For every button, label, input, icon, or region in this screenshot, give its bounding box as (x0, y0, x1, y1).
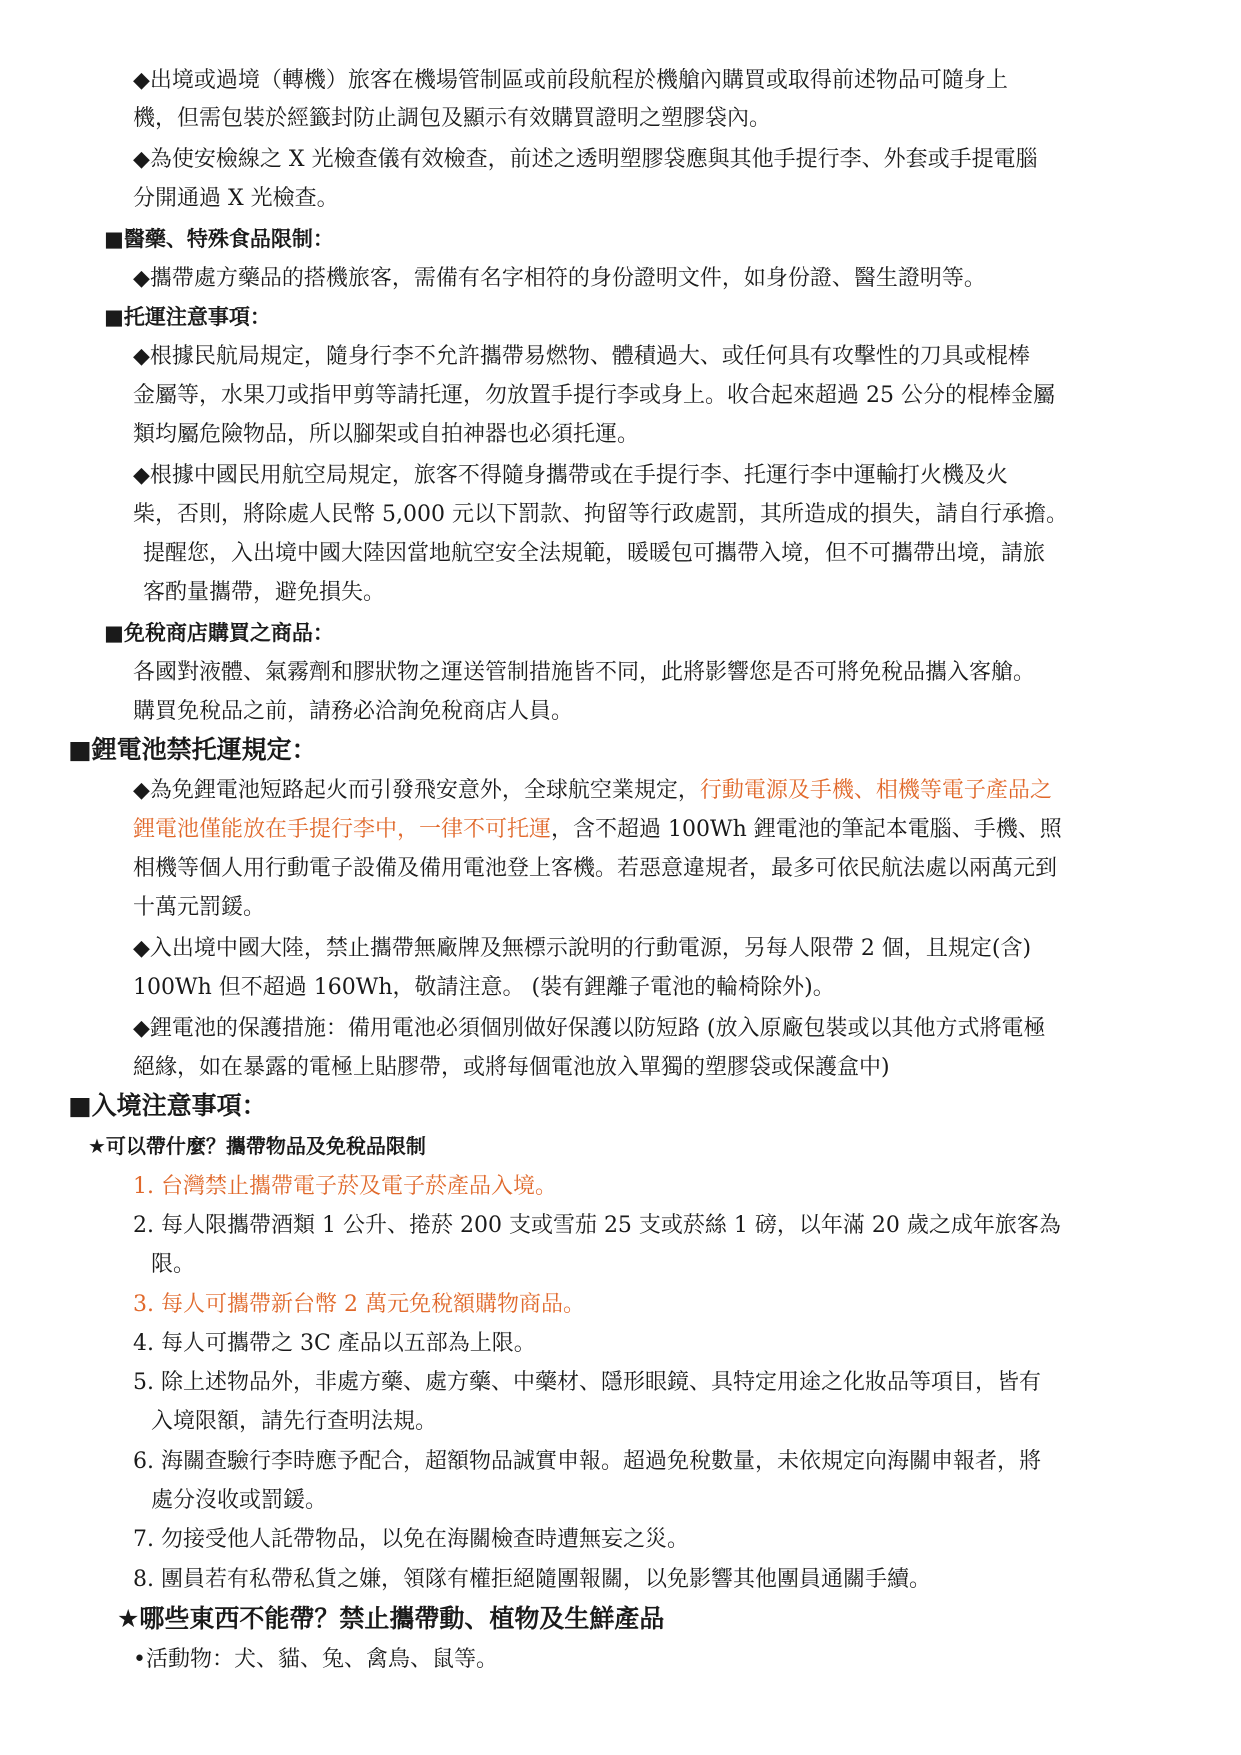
paragraph-line: 絕緣，如在暴露的電極上貼膠帶，或將每個電池放入單獨的塑膠袋或保護盒中) (133, 1055, 890, 1080)
paragraph-line: 金屬等，水果刀或指甲剪等請托運，勿放置手提行李或身上。收合起來超過 25 公分的棍棒金屬 (133, 383, 1055, 408)
paragraph-line: 十萬元罰鍰。 (133, 895, 266, 920)
paragraph-line: ◆入出境中國大陸，禁止攜帶無廠牌及無標示說明的行動電源，另每人限帶 2 個，且規定(含) (133, 936, 1032, 961)
paragraph-line: ◆鋰電池的保護措施：備用電池必須個別做好保護以防短路 (放入原廠包裝或以其他方式將電極 (133, 1016, 1046, 1041)
paragraph-line: 提醒您，入出境中國大陸因當地航空安全法規範，暖暖包可攜帶入境，但不可攜帶出境，請旅 (143, 541, 1046, 566)
list-item-continuation: 限。 (151, 1252, 196, 1277)
paragraph-line: 柴，否則，將除處人民幣 5,000 元以下罰款、拘留等行政處罰，其所造成的損失，請自行承擔。 (133, 502, 1068, 527)
paragraph-line: 購買免稅品之前，請務必洽詢免稅商店人員。 (133, 699, 574, 724)
paragraph-line: 類均屬危險物品，所以腳架或自拍神器也必須托運。 (133, 422, 640, 447)
paragraph-line: ◆為使安檢線之 X 光檢查儀有效檢查，前述之透明塑膠袋應與其他手提行李、外套或手提電腦 (133, 147, 1038, 172)
list-item: 6. 海關查驗行李時應予配合，超額物品誠實申報。超過免稅數量，未依規定向海關申報者，將 (133, 1449, 1041, 1474)
list-item: 7. 勿接受他人託帶物品，以免在海關檢查時遭無妄之災。 (133, 1527, 689, 1552)
paragraph-line: 機，但需包裝於經籤封防止調包及顯示有效購買證明之塑膠袋內。 (133, 106, 772, 131)
section-heading: ■托運注意事項： (104, 305, 271, 329)
list-item-continuation: 入境限額，請先行查明法規。 (151, 1409, 438, 1434)
list-item-continuation: 處分沒收或罰鍰。 (151, 1488, 328, 1513)
paragraph-line: ◆根據民航局規定，隨身行李不允許攜帶易燃物、體積過大、或任何具有攻擊性的刀具或棍棒 (133, 344, 1030, 369)
subsection-heading: ★哪些東西不能帶？禁止攜帶動、植物及生鮮產品 (117, 1604, 665, 1633)
highlighted-text: 行動電源及手機、相機等電子產品之 (699, 778, 1052, 803)
paragraph-line: 100Wh 但不超過 160Wh，敬請注意。 (裝有鋰離子電池的輪椅除外)。 (133, 975, 835, 1000)
paragraph-line: ◆出境或過境（轉機）旅客在機場管制區或前段航程於機艙內購買或取得前述物品可隨身上 (133, 68, 1008, 93)
paragraph-line: 客酌量攜帶，避免損失。 (143, 580, 386, 605)
paragraph-line: ◆根據中國民用航空局規定，旅客不得隨身攜帶或在手提行李、托運行李中運輸打火機及火 (133, 463, 1008, 488)
section-heading: ■免稅商店購買之商品： (104, 621, 334, 645)
paragraph-line (133, 776, 1052, 806)
list-item: 8. 團員若有私帶私貨之嫌，領隊有權拒絕隨團報關，以免影響其他團員通關手續。 (133, 1567, 931, 1592)
section-heading: ■醫藥、特殊食品限制： (104, 227, 334, 251)
paragraph-line (133, 815, 1062, 845)
text-run: ◆為免鋰電池短路起火而引發飛安意外，全球航空業規定， (133, 778, 700, 803)
list-item: 4. 每人可攜帶之 3C 產品以五部為上限。 (133, 1331, 536, 1356)
list-item: 5. 除上述物品外，非處方藥、處方藥、中藥材、隱形眼鏡、具特定用途之化妝品等項目，皆有 (133, 1370, 1041, 1395)
list-item: 2. 每人限攜帶酒類 1 公升、捲菸 200 支或雪茄 25 支或菸絲 1 磅，以年滿 20 歲之成年旅客為 (133, 1213, 1061, 1238)
paragraph-line: ◆攜帶處方藥品的搭機旅客，需備有名字相符的身份證明文件，如身份證、醫生證明等。 (133, 266, 986, 291)
paragraph-line: 各國對液體、氣霧劑和膠狀物之運送管制措施皆不同，此將影響您是否可將免稅品攜入客艙。 (133, 660, 1036, 685)
list-item: 1. 台灣禁止攜帶電子菸及電子菸產品入境。 (133, 1174, 557, 1199)
bullet-item: •活動物：犬、貓、兔、禽鳥、鼠等。 (133, 1647, 498, 1672)
section-heading: ■入境注意事項： (68, 1091, 267, 1120)
highlighted-text: 鋰電池僅能放在手提行李中，一律不可托運 (133, 817, 552, 842)
text-run: ，含不超過 100Wh 鋰電池的筆記本電腦、手機、照 (551, 817, 1062, 842)
list-item: 3. 每人可攜帶新台幣 2 萬元免稅額購物商品。 (133, 1292, 585, 1317)
paragraph-line: 相機等個人用行動電子設備及備用電池登上客機。若惡意違規者，最多可依民航法處以兩萬元到 (133, 856, 1058, 881)
section-heading: ■鋰電池禁托運規定： (68, 735, 317, 764)
subsection-heading: ★可以帶什麼？攜帶物品及免稅品限制 (88, 1134, 426, 1158)
paragraph-line: 分開通過 X 光檢查。 (133, 186, 339, 211)
